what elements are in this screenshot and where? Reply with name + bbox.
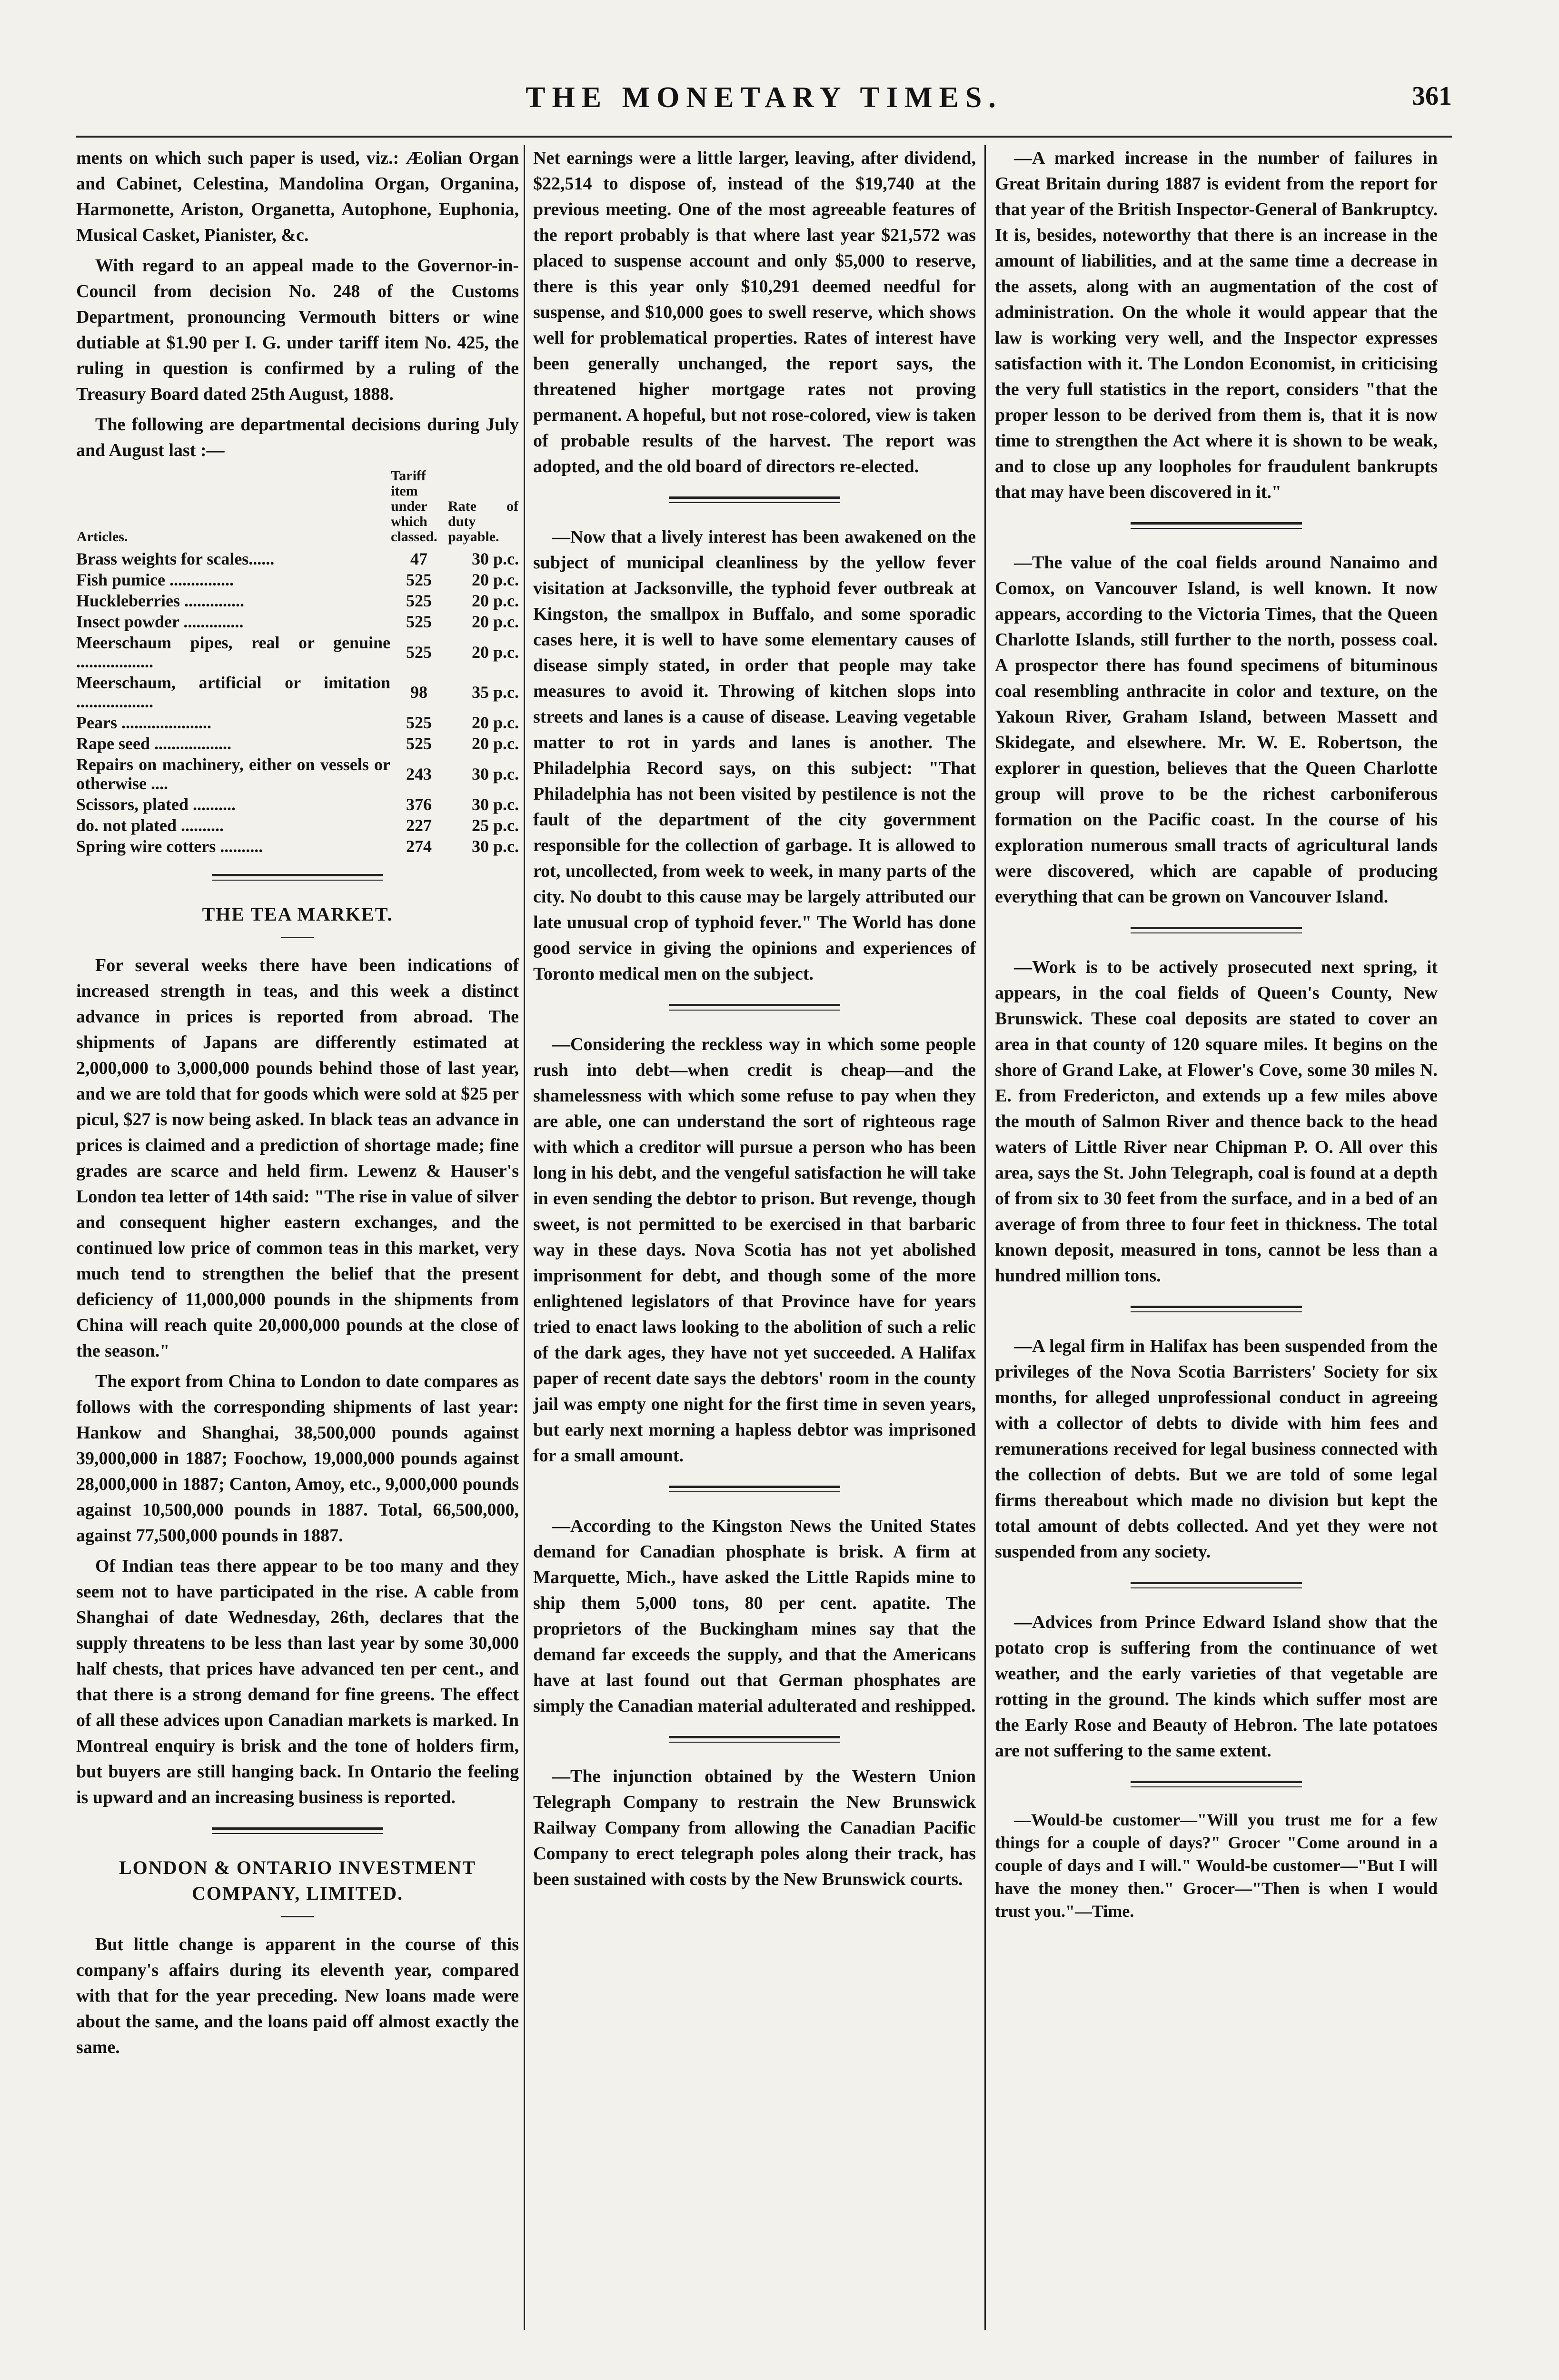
masthead [76,81,1452,124]
table-cell-rate: 20 p.c. [472,570,519,589]
section-heading-london-ontario: LONDON & ONTARIO INVESTMENT COMPANY, LIMITED. [119,1857,476,1904]
article-paragraph: But little change is apparent in the course of this company's affairs during its eleventh year, compared with that for the year preceding. New loans made were about the same, and the loans paid off almost exactly the same. [76,1934,519,2057]
heading-rule [281,937,314,938]
column-divider [524,145,525,2330]
article-paragraph: —Would-be customer—"Will you trust me for a few things for a couple of days?" Grocer "Come around in a couple of days and I will." Would-be customer—"But I will have the money then." Grocer—"Then is when I would trust you."—Time. [995,1810,1438,1921]
table-cell-item: 525 [406,591,432,610]
table-cell-article: Scissors, plated .......... [76,795,236,814]
table-cell-item: 227 [406,816,432,835]
table-cell-article: Meerschaum pipes, real or genuine .................. [76,633,390,671]
article-paragraph: —Now that a lively interest has been awakened on the subject of municipal cleanliness by the yellow fever visitation at Jacksonville, the typhoid fever outbreak at Kingston, the smallpox in Buffalo, and some sporadic cases here, it is well to have some elementary causes of disease simply stated, in order that people may take measures to avoid it. Throwing of kitchen slops into streets and lanes is a cause of disease. Leaving vegetable matter to rot in yards and lanes is another. The Philadelphia Record says, on this subject: "That Philadelphia has not been visited by pestilence is not the fault of the department of the city government responsible for the collection of garbage. It is allowed to rot, uncollected, from week to week, in many parts of the city. No doubt to this cause may be largely attributed our late unusual crop of typhoid fever." The World has done good service in giving the opinions and experiences of Toronto medical men on the subject. [533,527,976,984]
article-paragraph: —Considering the reckless way in which some people rush into debt—when credit is cheap—and the shamelessness with which some refuse to pay when they are able, one can understand the sort of righteous rage with which a creditor will pursue a person who has been long in his debt, and the vengeful satisfaction he will take in even sending the debtor to prison. But revenge, though sweet, is not permitted to be exercised in that barbaric way in these days. Nova Scotia has not yet abolished imprisonment for debt, and though some of the more enlightened legislators of that Province have for years tried to enact laws looking to the abolition of such a relic of the dark ages, they have not yet succeeded. A Halifax paper of recent date says the debtors' room in the county jail was empty one night for the first time in seven years, but early next morning a hapless debtor was imprisoned for a small amount. [533,1034,976,1466]
column-3 [995,145,1438,1927]
table-cell-rate: 35 p.c. [472,683,519,702]
section-separator [212,874,383,881]
column-1 [76,145,519,2065]
table-cell-item: 525 [406,612,432,631]
tariff-decisions-table [76,468,519,857]
table-row [76,754,519,794]
page-number: 361 [1412,81,1452,111]
table-cell-article: Fish pumice ............... [76,570,234,589]
table-cell-rate: 30 p.c. [472,764,519,783]
table-cell-item: 525 [406,570,432,589]
article-paragraph: The following are departmental decisions during July and August last :— [76,415,519,460]
table-row [76,569,519,590]
table-row [76,733,519,754]
table-row [76,632,519,672]
section-separator [669,1736,840,1743]
table-cell-article: Meerschaum, artificial or imitation .................. [76,673,390,711]
section-heading-tea-market: THE TEA MARKET. [202,903,393,925]
table-row [76,672,519,712]
table-cell-rate: 25 p.c. [472,816,519,835]
section-separator [669,1004,840,1011]
table-row [76,712,519,733]
table-cell-item: 243 [406,764,432,783]
table-row [76,836,519,857]
section-separator [1131,927,1302,933]
table-cell-item: 274 [406,837,432,856]
article-paragraph: Of Indian teas there appear to be too many and they seem not to have participated in the rise. A cable from Shanghai of date Wednesday, 26th, declares that the supply threatens to be less than last year by some 30,000 half chests, that prices have advanced ten per cent., and that there is a strong demand for fine greens. The effect of all these advices upon Canadian markets is marked. In Montreal enquiry is brisk and the tone of holders firm, but buyers are still hanging back. In Ontario the feeling is upward and an increasing business is reported. [76,1556,519,1807]
table-header: Rate of duty payable. [448,498,518,545]
table-cell-item: 525 [406,713,432,732]
article-paragraph: —According to the Kingston News the United States demand for Canadian phosphate is brisk. A firm at Marquette, Mich., have asked the Little Rapids mine to ship them 5,000 tons, 80 per cent. apatite. The proprietors of the Buckingham mines say that the demand far exceeds the supply, and that the Americans have at last found out that German phosphates are simply the Canadian material adulterated and reshipped. [533,1516,976,1716]
table-header: Articles. [77,529,128,545]
table-cell-article: Spring wire cotters .......... [76,837,263,856]
article-paragraph: —The injunction obtained by the Western Union Telegraph Company to restrain the New Brunswick Railway Company from allowing the Canadian Pacific Company to erect telegraph poles along their track, has been sustained with costs by the New Brunswick courts. [533,1766,976,1889]
table-row [76,548,519,569]
table-cell-rate: 20 p.c. [472,612,519,631]
article-paragraph: —The value of the coal fields around Nanaimo and Comox, on Vancouver Island, is well known. It now appears, according to the Victoria Times, that the Queen Charlotte Islands, still further to the north, possess coal. A prospector there has found specimens of bituminous coal resembling anthracite in color and texture, on the Yakoun River, Graham Island, between Massett and Skidegate, and elsewhere. Mr. W. E. Robertson, the explorer in question, believes that the Queen Charlotte group will prove to be the richest carboniferous formation on the Pacific coast. In the course of his exploration numerous small tracts of agricultural lands were discovered, which are capable of producing everything that can be grown on Vancouver Island. [995,553,1438,907]
article-paragraph: For several weeks there have been indications of increased strength in teas, and this week a distinct advance in prices is reported from abroad. The shipments of Japans are differently estimated at 2,000,000 to 3,000,000 pounds behind those of last year, and we are told that for goods which were sold at $25 per picul, $27 is now being asked. In black teas an advance in prices is claimed and a prediction of shortage made; fine grades are scarce and held firm. Lewenz & Hauser's London tea letter of 14th said: "The rise in value of silver and consequent higher eastern exchanges, and the continued low price of common teas in this market, very much tend to strengthen the belief that the present deficiency of 11,000,000 pounds in the shipments from China will reach quite 20,000,000 pounds at the close of the season." [76,955,519,1361]
header-rule [76,136,1452,138]
column-divider [984,145,986,2330]
table-cell-rate: 30 p.c. [472,795,519,814]
section-separator [1131,1306,1302,1312]
table-cell-item: 47 [410,549,427,568]
table-row [76,611,519,632]
table-cell-article: Insect powder .............. [76,612,244,631]
table-row [76,794,519,815]
table-cell-rate: 20 p.c. [472,734,519,753]
article-paragraph: —A legal firm in Halifax has been suspended from the privileges of the Nova Scotia Barristers' Society for six months, for alleged unprofessional conduct in agreeing with a collector of debts to divide with him fees and remunerations received for legal business connected with the collection of debts. But we are told of some legal firms thereabout which made no division but kept the total amount of debts collected. And yet they were not suspended from any society. [995,1336,1438,1562]
table-cell-item: 98 [410,683,427,702]
article-paragraph: —Work is to be actively prosecuted next spring, it appears, in the coal fields of Queen's County, New Brunswick. These coal deposits are stated to cover an area in that county of 120 square miles. It begins on the shore of Grand Lake, at Flower's Cove, some 30 miles N. E. from Fredericton, and extends up a few miles above the mouth of Salmon River and thence back to the head waters of Little River near Chipman P. O. All over this area, says the St. John Telegraph, coal is found at a depth of from six to 30 feet from the surface, and in a bed of an average of from three to four feet in thickness. The total known deposit, measured in tons, cannot be less than a hundred million tons. [995,957,1438,1286]
table-row [76,815,519,836]
section-separator [1131,1582,1302,1588]
article-paragraph: With regard to an appeal made to the Governor-in-Council from decision No. 248 of the Customs Department, pronouncing Vermouth bitters or wine dutiable at $1.90 per I. G. under tariff item No. 425, the ruling in question is confirmed by a ruling of the Treasury Board dated 25th August, 1888. [76,256,519,404]
table-cell-article: Brass weights for scales...... [76,549,275,568]
table-cell-article: Huckleberries .............. [76,591,244,610]
heading-rule [281,1916,314,1917]
table-cell-rate: 20 p.c. [472,591,519,610]
column-2 [533,145,976,1897]
table-row [76,590,519,611]
article-paragraph: The export from China to London to date compares as follows with the corresponding shipments of last year: Hankow and Shanghai, 38,500,000 pounds against 39,000,000 in 1887; Foochow, 19,000,000 pounds against 28,000,000 in 1887; Canton, Amoy, etc., 9,000,000 pounds against 10,500,000 pounds in 1887. Total, 66,500,000, against 77,500,000 pounds in 1887. [76,1371,519,1546]
table-cell-item: 525 [406,734,432,753]
section-separator [669,496,840,503]
section-separator [1131,522,1302,529]
table-cell-article: Pears ..................... [76,713,211,732]
table-cell-article: do. not plated .......... [76,816,224,835]
table-cell-rate: 30 p.c. [472,549,519,568]
table-cell-item: 525 [406,643,432,662]
table-cell-rate: 20 p.c. [472,713,519,732]
table-cell-item: 376 [406,795,432,814]
article-paragraph: —A marked increase in the number of failures in Great Britain during 1887 is evident from the report for that year of the British Inspector-General of Bankruptcy. It is, besides, noteworthy that there is an increase in the amount of liabilities, and at the same time a decrease in the assets, along with an augmentation of the cost of administration. On the whole it would appear that the law is working very well, and the Inspector expresses satisfaction with it. The London Economist, in criticising the very full statistics in the report, considers "that the proper lesson to be derived from them is, that it is now time to strengthen the Act where it is shown to be weak, and to close up any loopholes for fraudulent bankrupts that may have been discovered in it." [995,148,1438,502]
article-paragraph: —Advices from Prince Edward Island show that the potato crop is suffering from the continuance of wet weather, and the early varieties of that vegetable are rotting in the ground. The kinds which suffer most are the Early Rose and Beauty of Hebron. The late potatoes are not suffering to the same extent. [995,1612,1438,1761]
section-separator [1131,1781,1302,1787]
table-cell-rate: 30 p.c. [472,837,519,856]
section-separator [212,1827,383,1834]
publication-title: THE MONETARY TIMES. [526,81,1003,114]
table-cell-article: Rape seed .................. [76,734,231,753]
article-paragraph: ments on which such paper is used, viz.: Æolian Organ and Cabinet, Celestina, Mandolina Organ, Organina, Harmonette, Ariston, Organetta, Autophone, Euphonia, Musical Casket, Pianister, &c. [76,148,519,245]
section-separator [669,1486,840,1492]
table-cell-article: Repairs on machinery, either on vessels or otherwise .... [76,755,390,793]
table-header: Tariff item under which classed. [391,468,437,545]
table-cell-rate: 20 p.c. [472,643,519,662]
article-paragraph: Net earnings were a little larger, leaving, after dividend, $22,514 to dispose of, instead of the $19,740 at the previous meeting. One of the most agreeable features of the report probably is that where last year $21,572 was placed to suspense account and only $5,000 to reserve, there is this year only $10,291 deemed needful for suspense, and $10,000 goes to swell reserve, which shows well for problematical properties. Rates of interest have been generally unchanged, the report says, the threatened higher mortgage rates not proving permanent. A hopeful, but not rose-colored, view is taken of probable results of the harvest. The report was adopted, and the old board of directors re-elected. [533,148,976,476]
